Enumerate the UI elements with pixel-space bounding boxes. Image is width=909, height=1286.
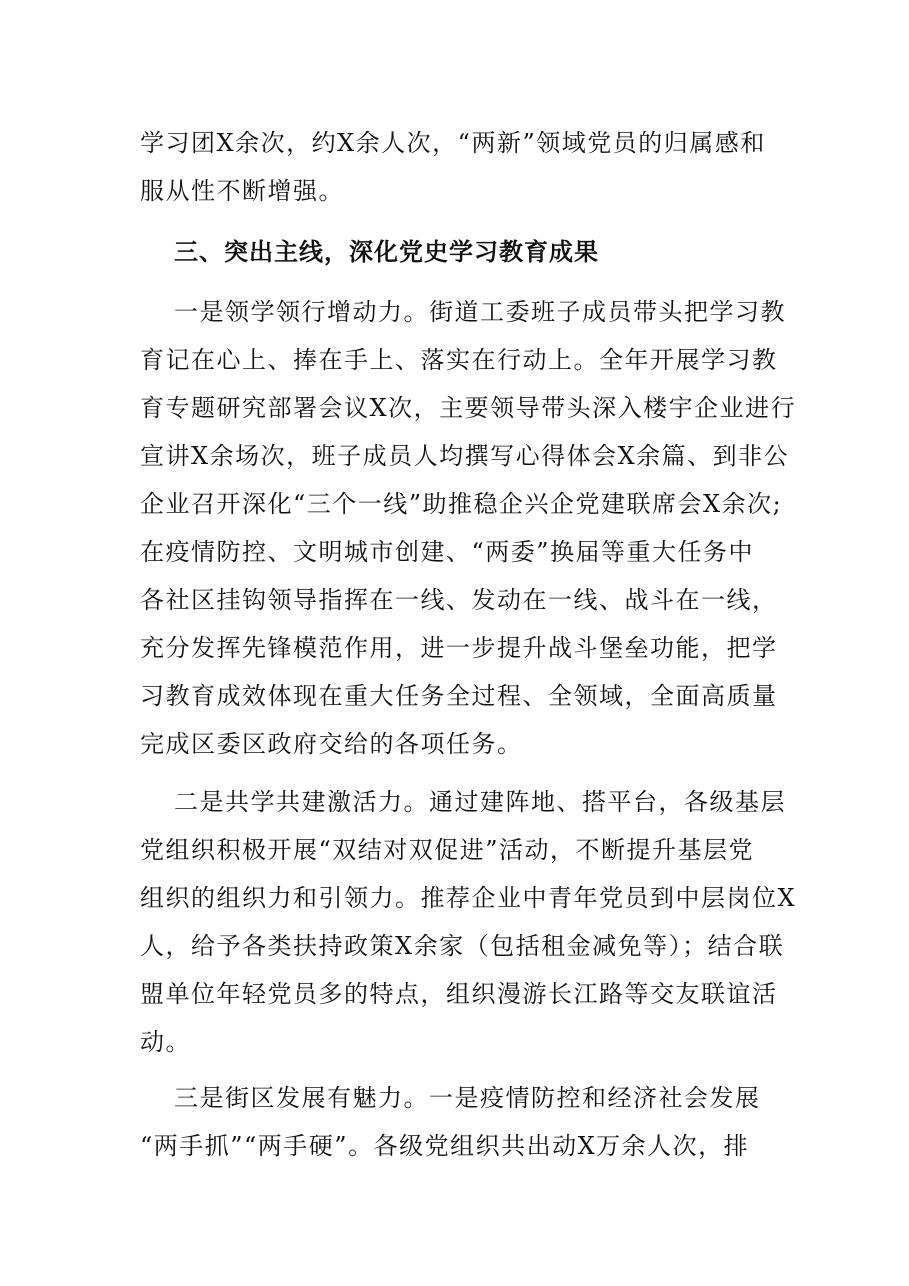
text-line: 党组织积极开展“双结对双促进”活动，不断提升基层党 — [140, 836, 755, 864]
text-line: 一是领学领行增动力。街道工委班子成员带头把学习教 — [174, 298, 786, 326]
text-line: 盟单位年轻党员多的特点，组织漫游长江路等交友联谊活 — [140, 980, 778, 1008]
text-line: 人，给予各类扶持政策X余家（包括租金减免等）；结合联 — [140, 932, 785, 960]
text-line: 习教育成效体现在重大任务全过程、全领域，全面高质量 — [140, 682, 778, 710]
text-line: 育专题研究部署会议X次，主要领导带头深入楼宇企业进行 — [140, 394, 797, 422]
intro-paragraph — [140, 119, 780, 215]
text-line: 完成区委区政府交给的各项任务。 — [140, 730, 523, 758]
text-line: 充分发挥先锋模范作用，进一步提升战斗堡垒功能，把学 — [140, 634, 778, 662]
text-line: 三是街区发展有魅力。一是疫情防控和经济社会发展 — [174, 1084, 761, 1112]
text-line: 各社区挂钩领导指挥在一线、发动在一线、战斗在一线， — [140, 586, 778, 614]
text-line: 育记在心上、捧在手上、落实在行动上。全年开展学习教 — [140, 346, 778, 374]
paragraph-joint-learning — [140, 778, 797, 1066]
section-heading-block — [174, 228, 784, 276]
text-line: 动。 — [140, 1028, 191, 1056]
text-line: 二是共学共建激活力。通过建阵地、搭平台，各级基层 — [174, 788, 786, 816]
text-line: “两手抓”“两手硬”。各级党组织共出动X万余人次，排 — [140, 1132, 750, 1160]
text-line: 组织的组织力和引领力。推荐企业中青年党员到中层岗位X — [140, 884, 797, 912]
text-line: 学习团X余次，约X余人次，“两新”领域党员的归属感和 — [140, 129, 766, 157]
text-line: 在疫情防控、文明城市创建、“两委”换届等重大任务中 — [140, 538, 755, 566]
text-line: 企业召开深化“三个一线”助推稳企兴企党建联席会X余次; — [140, 490, 783, 518]
text-line: 服从性不断增强。 — [140, 177, 344, 205]
paragraph-district-development — [140, 1074, 780, 1170]
paragraph-lead-by-example — [140, 288, 797, 768]
text-line: 宣讲X余场次，班子成员人均撰写心得体会X余篇、到非公 — [140, 442, 790, 470]
section-heading: 三、突出主线，深化党史学习教育成果 — [174, 238, 599, 266]
